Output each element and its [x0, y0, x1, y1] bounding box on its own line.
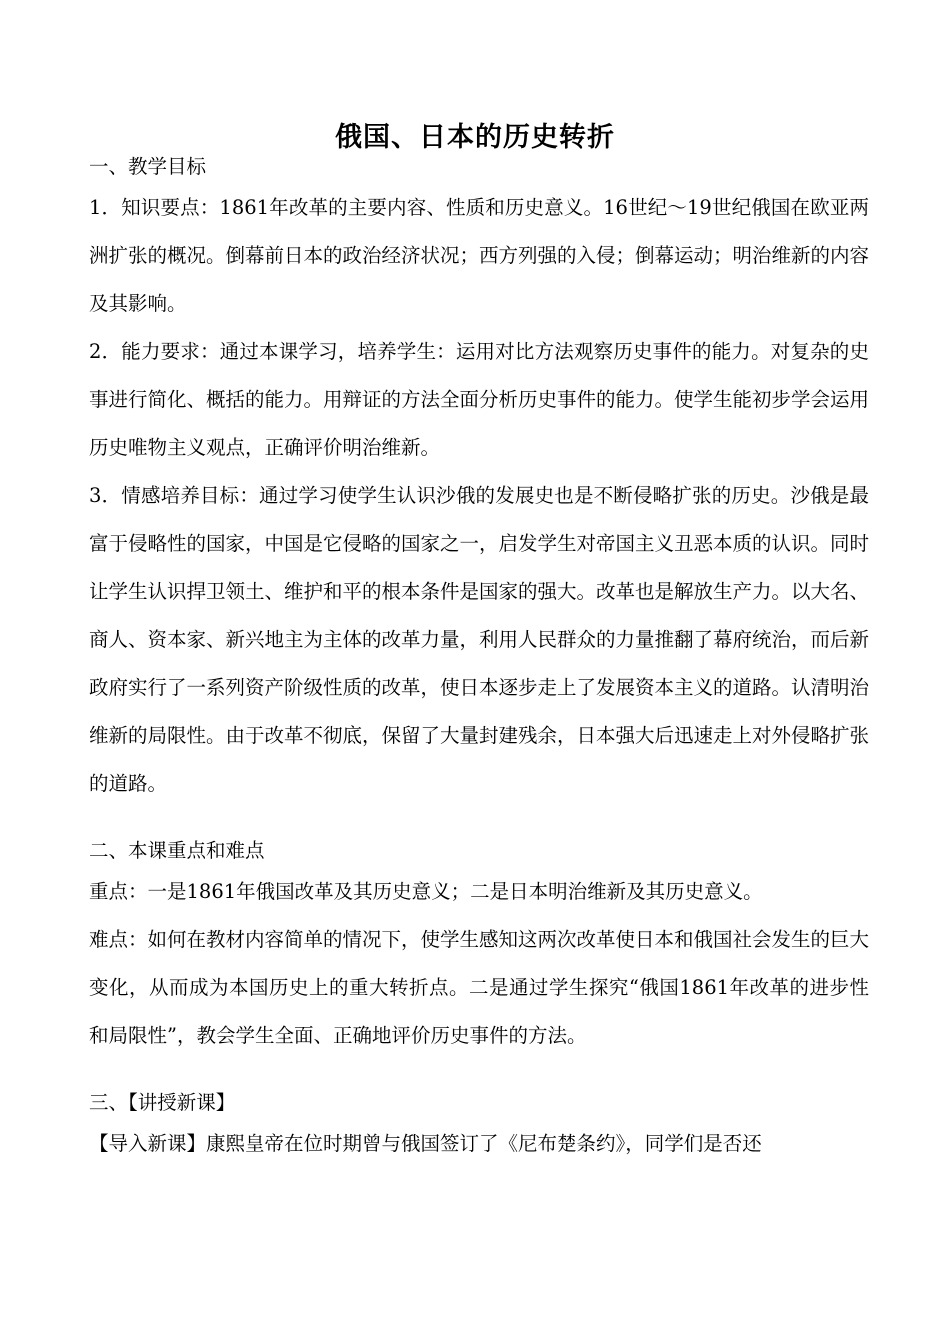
lesson-intro-text: 【导入新课】康熙皇帝在位时期曾与俄国签订了《尼布楚条约》，同学们是否还 [89, 1132, 762, 1155]
section-heading-lesson: 三、【讲授新课】 [89, 1091, 236, 1114]
document-title: 俄国、日本的历史转折 [335, 122, 615, 153]
objective-emotion: 3．情感培养目标：通过学习使学生认识沙俄的发展史也是不断侵略扩张的历史。沙俄是最富于侵略性的国家，中国是它侵略的国家之一，启发学生对帝国主义丑恶本质的认识。同时让学生认识捍卫领土、维护和平的根本条件是国家的强大。改革也是解放生产力。以大名、商人、资本家、新兴地主为主体的改革力量，利用人民群众的力量推翻了幕府统治，而后新政府实行了一系列资产阶级性质的改革，使日本逐步走上了发展资本主义的道路。认清明治维新的局限性。由于改革不彻底，保留了大量封建残余，日本强大后迅速走上对外侵略扩张的道路。 [89, 484, 870, 795]
key-point-text: 重点：一是1861年俄国改革及其历史意义；二是日本明治维新及其历史意义。 [89, 880, 763, 903]
objective-ability: 2．能力要求：通过本课学习，培养学生：运用对比方法观察历史事件的能力。对复杂的史事进行简化、概括的能力。用辩证的方法全面分析历史事件的能力。使学生能初步学会运用历史唯物主义观点，正确评价明治维新。 [89, 340, 870, 459]
section-heading-key-points: 二、本课重点和难点 [89, 839, 265, 862]
difficulty-text: 难点：如何在教材内容简单的情况下，使学生感知这两次改革使日本和俄国社会发生的巨大变化，从而成为本国历史上的重大转折点。二是通过学生探究“俄国1861年改革的进步性和局限性”，教会学生全面、正确地评价历史事件的方法。 [89, 928, 870, 1047]
document-body [89, 152, 869, 1168]
objective-knowledge: 1．知识要点：1861年改革的主要内容、性质和历史意义。16世纪～19世纪俄国在欧亚两洲扩张的概况。倒幕前日本的政治经济状况；西方列强的入侵；倒幕运动；明治维新的内容及其影响。 [89, 196, 870, 315]
section-heading-objectives: 一、教学目标 [89, 155, 207, 178]
